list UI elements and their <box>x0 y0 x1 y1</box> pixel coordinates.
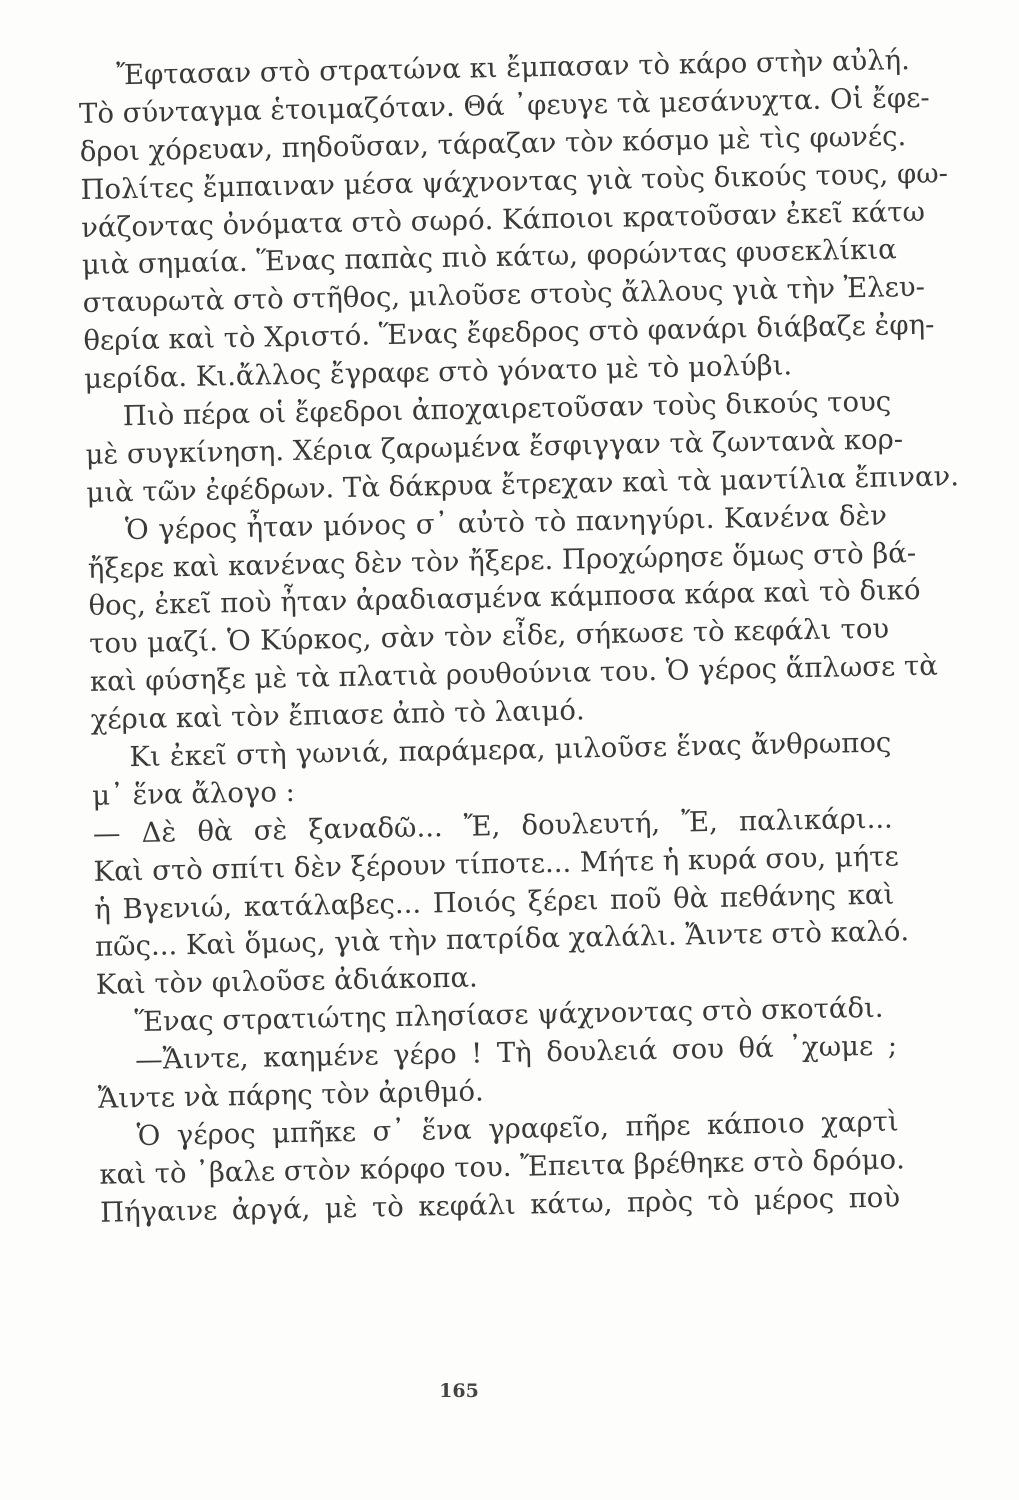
text-line: ἤξερε καὶ κανένας δὲν τὸν ἤξερε. Προχώρησε ὅμως στὸ βά- <box>87 536 917 585</box>
text-line: Ὁ γέρος μπῆκε σ᾽ ἕνα γραφεῖο, πῆρε κάποιο χαρτὶ <box>136 1105 899 1153</box>
text-line: χέρια καὶ τὸν ἔπιασε ἀπὸ τὸ λαιμό. <box>90 694 585 737</box>
text-line: του μαζί. Ὁ Κύρκος, σὰν τὸν εἶδε, σήκωσε τὸ κεφάλι του <box>88 612 890 661</box>
text-line: Ὁ γέρος ἦταν μόνος σ᾽ αὐτὸ τὸ πανηγύρι. Κανένα δὲν <box>124 499 888 546</box>
text-line: Ἄιντε νὰ πάρης τὸν ἀριθμό. <box>97 1075 485 1115</box>
text-line: θος, ἐκεῖ ποὺ ἦταν ἀραδιασμένα κάμποσα κάρα καὶ τὸ δικό <box>88 574 921 623</box>
text-line: μιὰ σημαία. Ἕνας παπὰς πιὸ κάτω, φορώντας φυσεκλίκια <box>81 233 897 282</box>
text-line: Κι ἐκεῖ στὴ γωνιά, παράμερα, μιλοῦσε ἕνας ἄνθρωπος <box>129 726 892 774</box>
text-line: ἡ Βγενιώ, κατάλαβες... Ποιός ξέρει ποῦ θὰ πεθάνης καὶ <box>94 878 895 926</box>
text-line: Πολίτες ἔμπαιναν μέσα ψάχνοντας γιὰ τοὺς δικούς τους, φω- <box>80 156 949 206</box>
text-line: Καὶ τὸν φιλοῦσε ἀδιάκοπα. <box>95 961 479 1002</box>
text-line: Τὸ σύνταγμα ἑτοιμαζόταν. Θά ᾽φευγε τὰ μεσάνυχτα. Οἱ ἔφε- <box>78 81 930 130</box>
page-number: 165 <box>439 1380 479 1402</box>
text-line: Ἕνας στρατιώτης πλησίασε ψάχνοντας στὸ σκοτάδι. <box>134 991 884 1039</box>
text-line: Πιὸ πέρα οἱ ἔφεδροι ἀποχαιρετοῦσαν τοὺς δικούς τους <box>122 385 892 433</box>
text-line: μιὰ τῶν ἐφέδρων. Τὰ δάκρυα ἔτρεχαν καὶ τὰ μαντίλια ἔπιναν. <box>86 459 960 509</box>
text-line: πῶς... Καὶ ὅμως, γιὰ τὴν πατρίδα χαλάλι. Ἄιντε στὸ καλό. <box>94 915 910 964</box>
text-line: Πήγαινε ἀργά, μὲ τὸ κεφάλι κάτω, πρὸς τὸ μέρος ποὺ <box>99 1181 901 1229</box>
text-line: σταυρωτὰ στὸ στῆθος, μιλοῦσε στοὺς ἄλλους γιὰ τὴν Ἐλευ- <box>82 271 926 320</box>
text-line: καὶ φύσηξε μὲ τὰ πλατιὰ ρουθούνια του. Ὁ γέρος ἅπλωσε τὰ <box>89 649 939 699</box>
text-line: νάζοντας ὀνόματα στὸ σωρό. Κάποιοι κρατοῦσαν ἐκεῖ κάτω <box>80 195 926 244</box>
text-line: Καὶ στὸ σπίτι δὲν ξέρουν τίποτε... Μήτε ἡ κυρά σου, μήτε <box>93 840 899 888</box>
text-line: καὶ τὸ ᾽βαλε στὸν κόρφο του. Ἔπειτα βρέθηκε στὸ δρόμο. <box>99 1143 906 1191</box>
text-line: μὲ συγκίνηση. Χέρια ζαρωμένα ἔσφιγγαν τὰ ζωντανὰ κορ- <box>85 423 904 471</box>
text-line: Ἔφτασαν στὸ στρατώνα κι ἔμπασαν τὸ κάρο στὴν αὐλή. <box>116 44 911 92</box>
text-line: —Ἄιντε, καημένε γέρο ! Τὴ δουλειά σου θά ᾽χωμε ; <box>134 1029 898 1077</box>
body-text <box>78 43 960 1233</box>
text-line: — Δὲ θὰ σὲ ξαναδῶ... Ἔ, δουλευτή, Ἔ, παλικάρι... <box>92 802 894 850</box>
text-line: θερία καὶ τὸ Χριστό. Ἕνας ἔφεδρος στὸ φανάρι διάβαζε ἐφη- <box>83 308 935 358</box>
text-line: μερίδα. Κι.ἄλλος ἔγραφε στὸ γόνατο μὲ τὸ μολύβι. <box>83 349 793 396</box>
text-line: μ᾽ ἕνα ἄλογο : <box>91 775 296 812</box>
text-line: δροι χόρευαν, πηδοῦσαν, τάραζαν τὸν κόσμο μὲ τὶς φωνές. <box>79 119 907 168</box>
